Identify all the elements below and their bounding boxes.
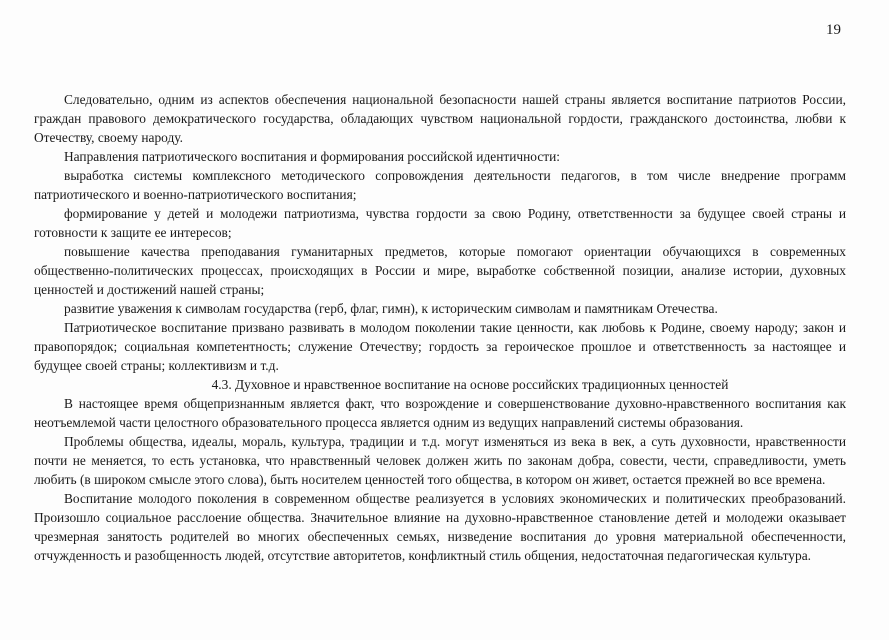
- paragraph-patriotic-values: Патриотическое воспитание призвано развивать в молодом поколении такие ценности, как любовь к Родине, своему народу; закон и правопорядок; социальная компетентность; служение Отечеству; гордость за героическое прошлое и ответственность за настоящее и будущее своей страны; коллективизм и т.д.: [34, 320, 846, 373]
- paragraph-revival: В настоящее время общепризнанным является факт, что возрождение и совершенствование духовно-нравственного воспитания как неотъемлемой части целостного образовательного процесса является одним из ведущих направлений системы образования.: [34, 396, 846, 430]
- paragraph-direction-symbols: развитие уважения к символам государства (герб, флаг, гимн), к историческим символам и памятникам Отечества.: [64, 301, 718, 316]
- paragraph-upbringing: Воспитание молодого поколения в современном обществе реализуется в условиях экономических и политических преобразований. Произошло социальное расслоение общества. Значительное влияние на духовно-нравственное становление детей и молодежи оказывает чрезмерная занятость родителей во многих обеспеченных семьях, низведение воспитания до уровня материальной обеспеченности, отчужденность и разобщенность людей, отсутствие авторитетов, конфликтный стиль общения, недостаточная педагогическая культура.: [34, 491, 846, 563]
- paragraph-security: Следовательно, одним из аспектов обеспечения национальной безопасности нашей страны является воспитание патриотов России, граждан правового демократического государства, обладающих чувством национальной гордости, гражданского достоинства, любви к Отечеству, своему народу.: [34, 92, 846, 145]
- paragraph-problems: Проблемы общества, идеалы, мораль, культура, традиции и т.д. могут изменяться из века в век, а суть духовности, нравственности почти не меняется, то есть установка, что нравственный человек должен жить по законам добра, совести, чести, справедливости, уметь любить (в широком смысле этого слова), быть носителем ценностей того общества, в котором он живет, остается прежней во все времена.: [34, 434, 846, 487]
- paragraph-direction-humanities: повышение качества преподавания гуманитарных предметов, которые помогают ориентации обучающихся в современных общественно-политических процессах, происходящих в России и мире, выработке собственной позиции, анализе истории, духовных ценностей и достижений нашей страны;: [34, 244, 846, 297]
- section-heading: 4.3. Духовное и нравственное воспитание на основе российских традиционных ценностей: [211, 377, 729, 392]
- paragraph-direction-methodical: выработка системы комплексного методического сопровождения деятельности педагогов, в том числе внедрение программ патриотического и военно-патриотического воспитания;: [34, 168, 846, 202]
- document-body: [34, 90, 846, 565]
- paragraph-direction-patriotism: формирование у детей и молодежи патриотизма, чувства гордости за свою Родину, ответственности за будущее своей страны и готовности к защите ее интересов;: [34, 206, 846, 240]
- paragraph-directions-intro: Направления патриотического воспитания и формирования российской идентичности:: [64, 149, 561, 164]
- page-number: 19: [826, 22, 841, 38]
